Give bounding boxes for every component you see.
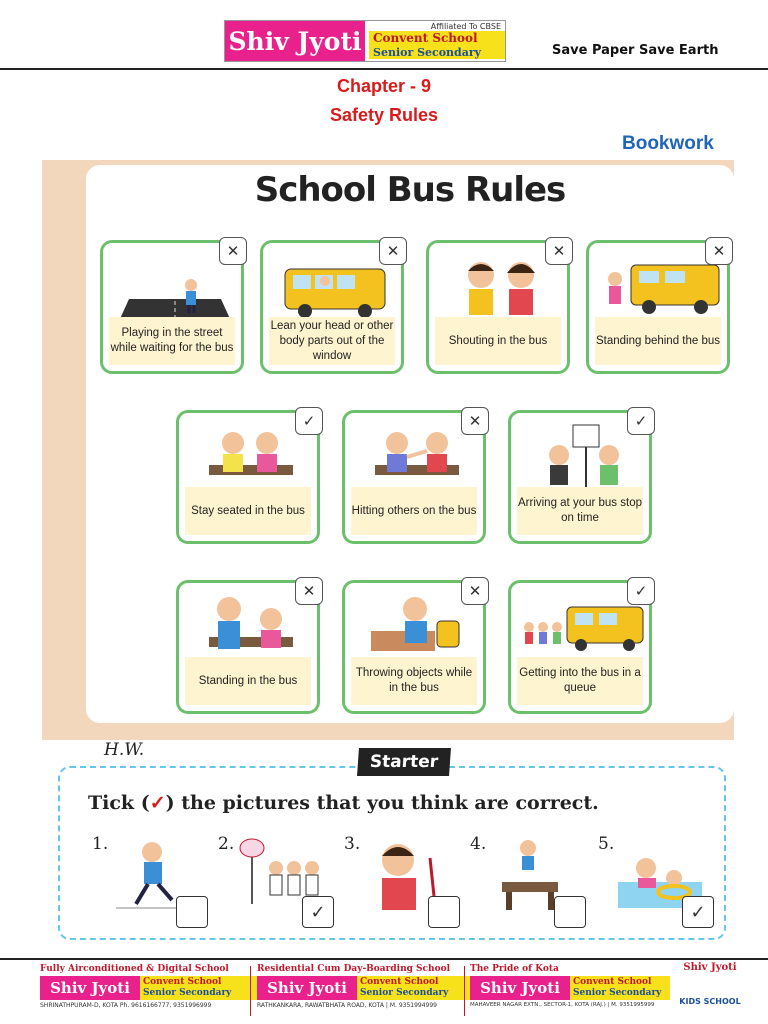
tick-checkbox[interactable] [428,896,460,928]
footer-branch [470,964,670,1020]
cross-mark-icon: ✕ [295,577,323,605]
branch-line1: Convent School [360,977,439,987]
street-illustration [109,251,235,323]
rule-caption: Lean your head or other body parts out of the window [269,317,395,365]
check-mark-icon: ✓ [627,577,655,605]
item-number: 2. [218,834,235,854]
logo-affiliation: Affiliated To CBSE [430,21,501,31]
kids-school-label: KIDS SCHOOL [679,997,741,1006]
book-title: School Bus Rules [254,170,566,210]
bus-window-illustration [269,251,395,323]
rule-caption: Stay seated in the bus [185,487,311,535]
branch-logo-text [140,976,260,1000]
check-mark-icon: ✓ [627,407,655,435]
starter-item [598,834,710,934]
branch-name: Shiv Jyoti [40,976,140,1000]
question-pre: Tick ( [88,792,150,814]
rule-caption: Playing in the street while waiting for the bus [109,317,235,365]
footer-separator [464,966,465,1016]
starter-question [88,792,599,814]
branch-name: Shiv Jyoti [470,976,570,1000]
branch-logo-text [357,976,477,1000]
branch-tagline: Residential Cum Day-Boarding School [257,964,450,974]
rule-caption: Hitting others on the bus [351,487,477,535]
tick-checkbox[interactable] [176,896,208,928]
rule-card [260,240,404,374]
question-post: ) the pictures that you think are correct. [165,792,599,814]
footer-branch [40,964,260,1020]
rule-card [426,240,570,374]
starter-item [218,834,330,934]
item-number: 4. [470,834,487,854]
rule-card [342,580,486,714]
branch-line1: Convent School [143,977,222,987]
hitting-illustration [351,421,477,493]
red-tick-icon: ✓ [149,792,166,814]
branch-logo [257,976,477,1000]
rule-caption: Shouting in the bus [435,317,561,365]
branch-tagline: Fully Airconditioned & Digital School [40,964,229,974]
chapter-title: Chapter - 9 [336,76,432,96]
rule-caption: Throwing objects while in the bus [351,657,477,705]
rule-card [100,240,244,374]
branch-logo-text [570,976,670,1000]
shouting-children-illustration [435,251,561,323]
branch-tagline: The Pride of Kota [470,964,559,974]
homework-note: H.W. [104,740,145,760]
branch-line2: Senior Secondary [360,988,449,998]
standing-illustration [185,591,311,663]
item-number: 1. [92,834,109,854]
tick-checkbox[interactable] [554,896,586,928]
slogan: Save Paper Save Earth [552,43,719,58]
cross-mark-icon: ✕ [461,407,489,435]
cross-mark-icon: ✕ [461,577,489,605]
footer-divider [0,958,768,960]
school-logo [224,20,506,62]
branch-address: RATHKANKARA, RAWATBHATA ROAD, KOTA | M. 9351994999 [257,1002,437,1009]
check-mark-icon: ✓ [295,407,323,435]
footer-branch [257,964,477,1020]
cross-mark-icon: ✕ [219,237,247,265]
item-number: 5. [598,834,615,854]
chapter-subtitle: Safety Rules [329,105,439,125]
logo-line2: Senior Secondary [369,46,505,59]
cross-mark-icon: ✕ [545,237,573,265]
logo-name: Shiv Jyoti [225,21,365,61]
queue-illustration [517,591,643,663]
rule-card [342,410,486,544]
branch-name: Shiv Jyoti [257,976,357,1000]
rule-card [508,580,652,714]
logo-line1: Convent School [369,31,505,46]
branch-address: MAHAVEER NAGAR EXTN., SECTOR-1, KOTA (RAJ.) | M. 9351995999 [470,1002,655,1008]
branch-logo [40,976,260,1000]
starter-item [470,834,582,934]
branch-address: SHRINATHPURAM-D, KOTA Ph. 9616166777, 9351996999 [40,1002,212,1009]
header-divider [0,68,768,70]
throwing-illustration [351,591,477,663]
section-label: Bookwork [622,133,714,154]
starter-item [92,834,204,934]
bus-stop-illustration [517,421,643,493]
branch-logo [470,976,670,1000]
behind-bus-illustration [595,251,721,323]
seated-children-illustration [185,421,311,493]
tick-checkbox[interactable]: ✓ [682,896,714,928]
rule-caption: Standing behind the bus [595,317,721,365]
kids-school-name: Shiv Jyoti [683,962,737,973]
rule-caption: Standing in the bus [185,657,311,705]
branch-line2: Senior Secondary [573,988,662,998]
footer-separator [250,966,251,1016]
logo-details [365,21,505,61]
starter-item [344,834,456,934]
rule-caption: Arriving at your bus stop on time [517,487,643,535]
starter-tag: Starter [357,748,451,776]
tick-checkbox[interactable]: ✓ [302,896,334,928]
branch-line2: Senior Secondary [143,988,232,998]
branch-line1: Convent School [573,977,652,987]
kids-school-logo [678,962,742,1018]
cross-mark-icon: ✕ [705,237,733,265]
rule-card [586,240,730,374]
rule-caption: Getting into the bus in a queue [517,657,643,705]
rule-card [508,410,652,544]
item-number: 3. [344,834,361,854]
rule-card [176,410,320,544]
rule-card [176,580,320,714]
cross-mark-icon: ✕ [379,237,407,265]
